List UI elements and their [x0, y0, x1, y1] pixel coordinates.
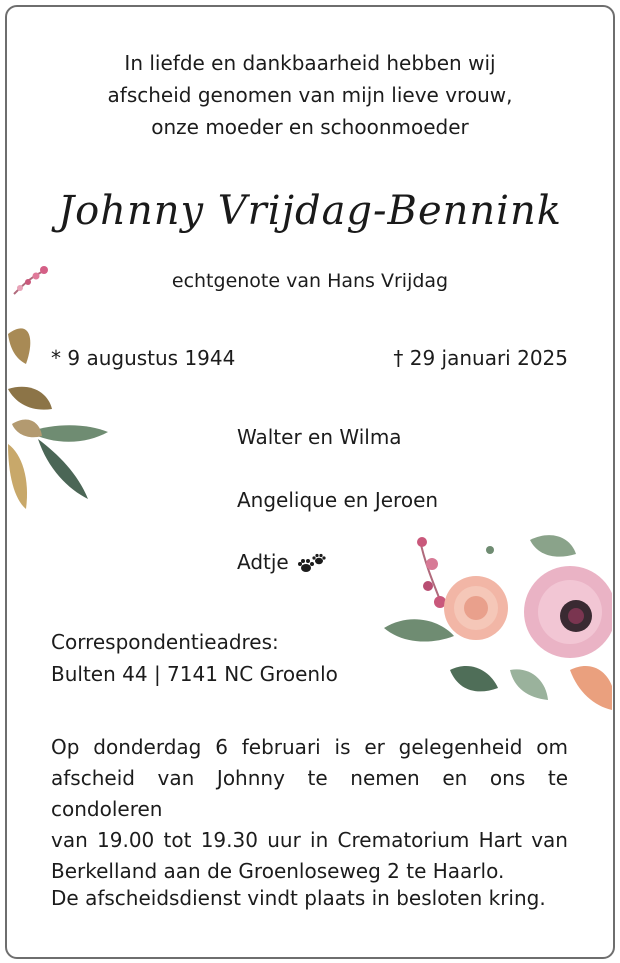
- paragraph-line: van 19.00 tot 19.30 uur in Crematorium Hart van: [51, 828, 568, 852]
- paragraph-line: Op donderdag 6 februari is er gelegenheid om: [51, 735, 568, 759]
- paw-print-icon: [297, 553, 327, 575]
- paragraph-line: afscheid van Johnny te nemen en ons te condoleren: [51, 766, 568, 821]
- intro-line: In liefde en dankbaarheid hebben wij: [124, 51, 496, 75]
- intro-line: onze moeder en schoonmoeder: [151, 115, 469, 139]
- floral-decoration-right: [380, 520, 612, 720]
- family-member: Angelique en Jeroen: [237, 488, 439, 512]
- paragraph-line: Berkelland aan de Groenloseweg 2 te Haarlo.: [51, 859, 505, 883]
- death-date: † 29 januari 2025: [393, 346, 568, 370]
- correspondence-label: Correspondentieadres:: [51, 630, 279, 654]
- floral-decoration-left: [8, 264, 118, 514]
- correspondence-block: [51, 626, 338, 690]
- family-member: Adtje: [237, 550, 289, 574]
- deceased-name: Johnny Vrijdag-Bennink: [58, 188, 562, 234]
- condolence-paragraph: [51, 732, 568, 887]
- intro-line: afscheid genomen van mijn lieve vrouw,: [107, 83, 513, 107]
- family-member: Walter en Wilma: [237, 425, 402, 449]
- spouse-line: echtgenote van Hans Vrijdag: [171, 270, 449, 292]
- birth-date: * 9 augustus 1944: [51, 346, 236, 370]
- intro-text: [0, 47, 620, 143]
- family-member-row: [237, 550, 327, 575]
- correspondence-address: Bulten 44 | 7141 NC Groenlo: [51, 662, 338, 686]
- closing-line: De afscheidsdienst vindt plaats in besloten kring.: [51, 886, 546, 910]
